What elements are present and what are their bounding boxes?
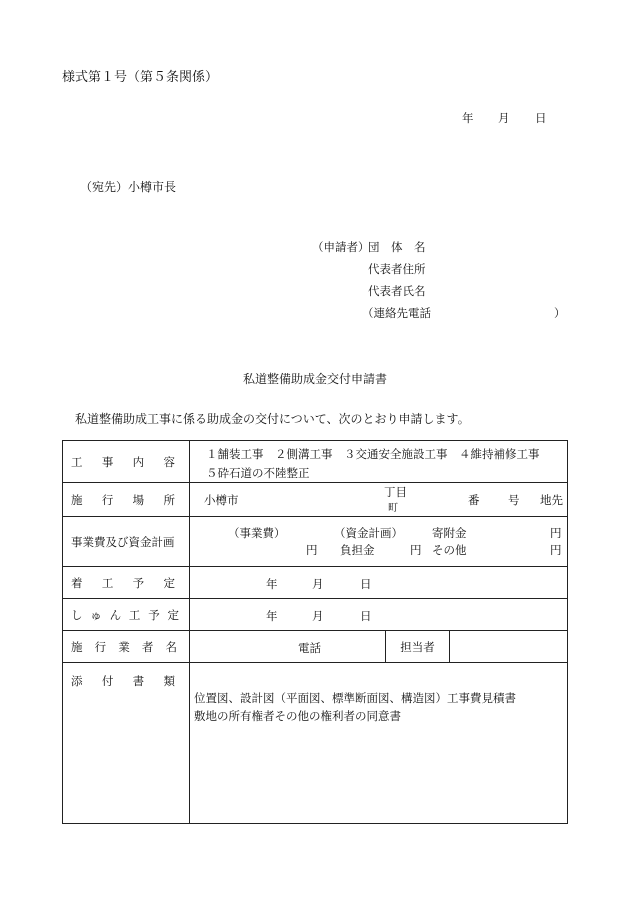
start-date-value [190,567,568,599]
label-char: 業 [118,639,130,654]
attachments-value [190,663,568,824]
label-char: 類 [163,674,175,688]
label-char: 者 [141,639,154,654]
intro-text: 私道整備助成工事に係る助成金の交付について、次のとおり申請します。 [75,412,470,426]
row-contractor [63,631,568,663]
label-char: 行 [101,492,114,507]
row-place [63,483,568,517]
cost-other: その他 [432,543,467,557]
label-char: ゅ [90,607,102,622]
applicant-org-name: 団 体 名 [368,240,426,254]
applicant-contact-close: ） [554,306,566,320]
contractor-phone-cell [190,631,386,663]
cost-project-yen: 円 [306,543,318,557]
finish-month: 月 [312,609,324,623]
label-char: 場 [132,492,145,507]
label-char: 添 [71,674,83,688]
label-work-content [63,441,190,483]
label-text: 事業費及び資金計画 [71,534,175,549]
finish-year: 年 [266,609,278,623]
start-day: 日 [360,577,372,591]
work-content-value [190,441,568,483]
start-month: 月 [312,577,324,591]
label-contractor [63,631,190,663]
place-machi: 町 [388,503,398,514]
application-form-table [62,440,568,824]
label-char: 予 [148,607,160,622]
place-ban: 番 [468,493,480,507]
label-char: 定 [167,607,179,622]
label-start-date [63,567,190,599]
row-work-content [63,441,568,483]
document-title: 私道整備助成金交付申請書 [242,372,387,386]
attachments-line2: 敷地の所有権者その他の権利者の同意書 [194,709,401,723]
cost-project-cost: （事業費） [228,526,286,540]
row-cost [63,517,568,567]
label-char: 工 [101,575,114,590]
label-attachments [63,663,190,824]
label-place [63,483,190,517]
applicant-rep-address: 代表者住所 [368,262,426,276]
contractor-person-value [450,631,568,663]
place-city: 小樽市 [204,493,239,507]
label-char: 容 [163,454,175,469]
work-types-line2: ５砕石道の不陸整正 [206,466,310,480]
addressee: （宛先）小樽市長 [80,180,177,194]
label-char: 施 [71,639,83,654]
applicant-contact-open: （連絡先電話 [362,306,431,320]
label-char: 着 [71,575,83,590]
cost-other-yen: 円 [550,543,562,557]
label-char: 事 [101,454,114,469]
cost-burden: 負担金 [340,543,375,557]
form-number: 様式第１号（第５条関係） [62,70,219,85]
contractor-person-label: 担当者 [400,639,435,654]
label-char: 施 [71,492,83,507]
row-start-date [63,567,568,599]
label-char: し [71,607,83,622]
finish-day: 日 [360,609,372,623]
applicant-rep-name: 代表者氏名 [368,284,426,298]
row-attachments [63,663,568,824]
start-year: 年 [266,577,278,591]
label-char: 内 [132,454,145,469]
place-go: 号 [508,493,520,507]
label-char: 所 [163,492,175,507]
cost-value [190,517,568,567]
label-char: ん [109,607,122,622]
attachments-line1: 位置図、設計図（平面図、標準断面図、構造図）工事費見積書 [194,691,516,705]
label-char: 書 [132,674,145,688]
label-char: 工 [128,607,141,622]
place-chisaki: 地先 [540,493,563,507]
cost-donation: 寄附金 [432,526,467,540]
work-types-line1: １舗装工事 ２側溝工事 ３交通安全施設工事 ４維持補修工事 [206,447,540,461]
cost-donation-yen: 円 [550,526,562,540]
label-char: 行 [94,639,107,654]
label-char: 付 [101,674,114,688]
cost-burden-yen: 円 [410,543,422,557]
row-finish-date [63,599,568,631]
cost-fund-plan: （資金計画） [334,526,403,540]
contractor-phone-label: 電話 [298,641,321,655]
date-year: 年 [462,111,474,125]
place-value [190,483,568,517]
label-char: 予 [132,575,145,590]
label-cost [63,517,190,567]
finish-date-value [190,599,568,631]
label-finish-date [63,599,190,631]
date-month: 月 [498,111,510,125]
label-char: 工 [71,454,83,469]
contractor-person-label-cell [386,631,450,663]
place-chome: 丁目 [384,485,407,499]
label-char: 名 [165,639,177,654]
applicant-prefix: （申請者） [312,240,370,254]
label-char: 定 [163,575,175,590]
date-day: 日 [535,111,547,125]
